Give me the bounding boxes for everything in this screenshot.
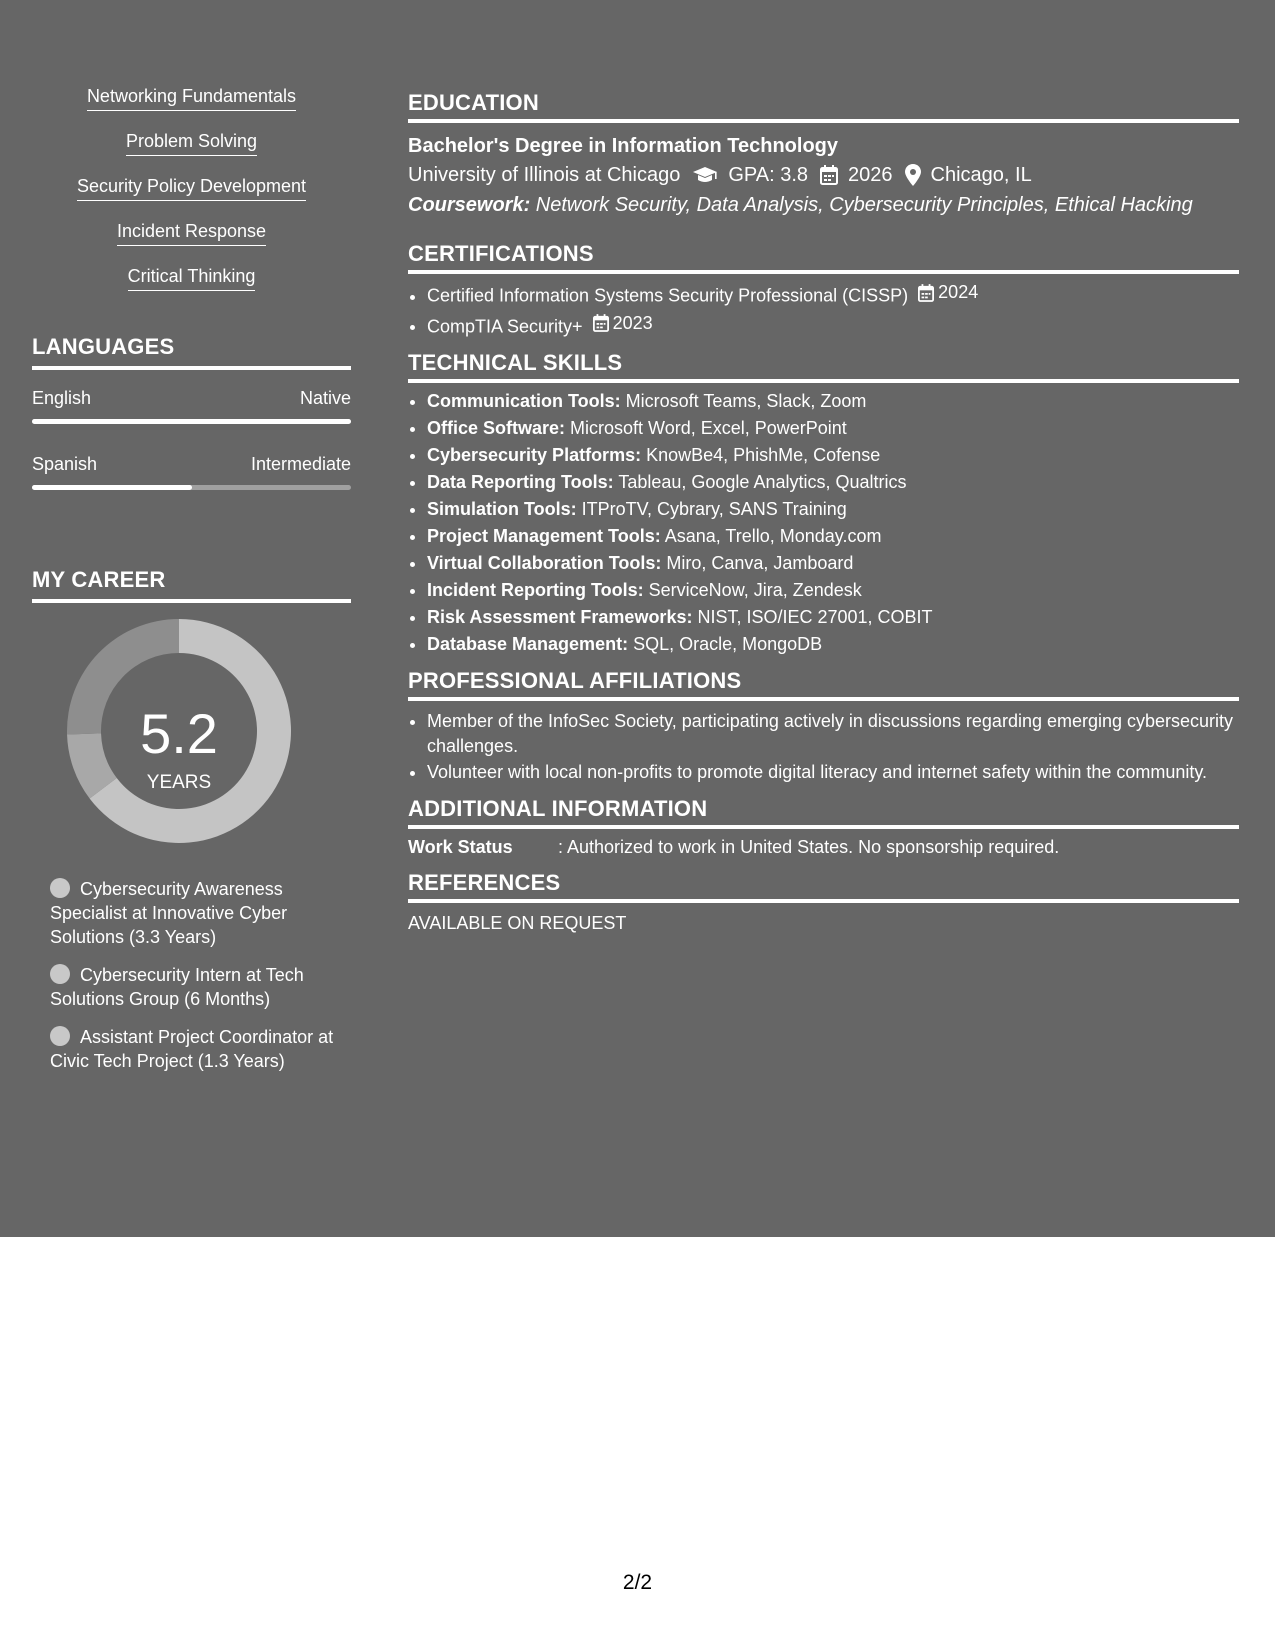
career-legend-label: Cybersecurity Awareness Specialist at Innovative Cyber Solutions (3.3 Years) xyxy=(50,879,288,947)
career-legend-item xyxy=(50,877,351,949)
certifications-section xyxy=(408,241,1239,340)
education-details xyxy=(408,160,1239,190)
career-donut-chart xyxy=(32,603,351,863)
coursework-list: Network Security, Data Analysis, Cybersecurity Principles, Ethical Hacking xyxy=(530,194,1193,216)
technical-skill-item: • Virtual Collaboration Tools: Miro, Canva, Jamboard xyxy=(427,550,1239,577)
skill-item: Networking Fundamentals xyxy=(87,84,296,111)
language-level: Native xyxy=(299,388,351,408)
language-proficiency-bar xyxy=(32,419,351,424)
skill-item: Security Policy Development xyxy=(77,174,306,201)
skill-list xyxy=(32,84,351,309)
legend-dot-icon xyxy=(50,1026,70,1046)
affiliations-list xyxy=(408,709,1239,785)
certification-name: CompTIA Security+ xyxy=(427,316,583,336)
legend-dot-icon xyxy=(50,878,70,898)
technical-skill-item: • Database Management: SQL, Oracle, MongoDB xyxy=(427,631,1239,658)
career-legend-item xyxy=(50,1025,351,1073)
skill-item: Incident Response xyxy=(117,219,266,246)
skill-item: Problem Solving xyxy=(126,129,257,156)
calendar-icon xyxy=(593,314,609,332)
technical-skill-item: • Data Reporting Tools: Tableau, Google Analytics, Qualtrics xyxy=(427,469,1239,496)
language-entry xyxy=(32,454,351,490)
work-status-row xyxy=(408,837,1239,858)
language-proficiency-fill xyxy=(32,485,192,490)
education-section xyxy=(408,90,1239,220)
language-entry xyxy=(32,388,351,424)
school-name: University of Illinois at Chicago xyxy=(408,164,681,186)
affiliation-item: • Volunteer with local non-profits to promote digital literacy and internet safety within the community. xyxy=(427,760,1239,785)
technical-skills-section xyxy=(408,350,1239,658)
work-status-value: : Authorized to work in United States. No sponsorship required. xyxy=(558,837,1060,857)
technical-skills-list xyxy=(408,388,1239,658)
coursework-label: Coursework: xyxy=(408,194,531,216)
career-legend-label: Assistant Project Coordinator at Civic Tech Project (1.3 Years) xyxy=(50,1027,334,1071)
language-name: Spanish xyxy=(32,454,98,474)
references-section xyxy=(408,870,1239,934)
certification-name: Certified Information Systems Security Professional (CISSP) xyxy=(427,285,909,306)
career-total-unit: YEARS xyxy=(146,772,212,793)
certification-item xyxy=(427,310,1239,341)
language-proficiency-fill xyxy=(32,419,351,424)
career-total-years: 5.2 xyxy=(140,702,218,765)
coursework xyxy=(408,190,1239,220)
language-proficiency-bar xyxy=(32,485,351,490)
technical-skill-item: • Cybersecurity Platforms: KnowBe4, PhishMe, Cofense xyxy=(427,442,1239,469)
affiliations-section xyxy=(408,668,1239,785)
career-legend-label: Cybersecurity Intern at Tech Solutions Group (6 Months) xyxy=(50,965,304,1009)
location-pin-icon xyxy=(905,164,921,186)
language-level: Intermediate xyxy=(250,454,351,474)
language-name: English xyxy=(32,388,92,408)
languages-heading: LANGUAGES xyxy=(32,334,351,370)
calendar-icon xyxy=(918,284,934,302)
technical-skill-item: • Office Software: Microsoft Word, Excel, PowerPoint xyxy=(427,415,1239,442)
affiliations-heading: PROFESSIONAL AFFILIATIONS xyxy=(408,668,1239,701)
career-legend-item xyxy=(50,963,351,1011)
technical-skills-heading: TECHNICAL SKILLS xyxy=(408,350,1239,383)
education-heading: EDUCATION xyxy=(408,90,1239,123)
references-heading: REFERENCES xyxy=(408,870,1239,903)
degree-title: Bachelor's Degree in Information Technology xyxy=(408,135,839,157)
sidebar xyxy=(32,84,351,1087)
work-status-label: Work Status xyxy=(408,837,513,857)
references-text: AVAILABLE ON REQUEST xyxy=(408,913,627,933)
school-location: Chicago, IL xyxy=(930,164,1032,186)
certifications-heading: CERTIFICATIONS xyxy=(408,241,1239,274)
certification-date: 2024 xyxy=(918,279,978,306)
main-content xyxy=(408,90,1239,934)
affiliation-item: • Member of the InfoSec Society, participating actively in discussions regarding emerging cybersecurity challenges. xyxy=(427,709,1239,759)
graduation-cap-icon xyxy=(692,166,718,184)
graduation-year: 2026 xyxy=(848,164,893,186)
skill-item: Critical Thinking xyxy=(128,264,256,291)
technical-skill-item: • Project Management Tools: Asana, Trello, Monday.com xyxy=(427,523,1239,550)
technical-skill-item: • Simulation Tools: ITProTV, Cybrary, SANS Training xyxy=(427,496,1239,523)
page-number: 2/2 xyxy=(622,1571,653,1594)
career-legend xyxy=(50,877,351,1073)
certification-item xyxy=(427,279,1239,310)
gpa: GPA: 3.8 xyxy=(728,164,809,186)
calendar-icon xyxy=(820,165,838,185)
legend-dot-icon xyxy=(50,964,70,984)
additional-info-section xyxy=(408,796,1239,858)
career-heading: MY CAREER xyxy=(32,567,351,603)
additional-info-heading: ADDITIONAL INFORMATION xyxy=(408,796,1239,829)
technical-skill-item: • Incident Reporting Tools: ServiceNow, Jira, Zendesk xyxy=(427,577,1239,604)
certification-date: 2023 xyxy=(593,310,653,337)
technical-skill-item: • Communication Tools: Microsoft Teams, Slack, Zoom xyxy=(427,388,1239,415)
technical-skill-item: • Risk Assessment Frameworks: NIST, ISO/IEC 27001, COBIT xyxy=(427,604,1239,631)
